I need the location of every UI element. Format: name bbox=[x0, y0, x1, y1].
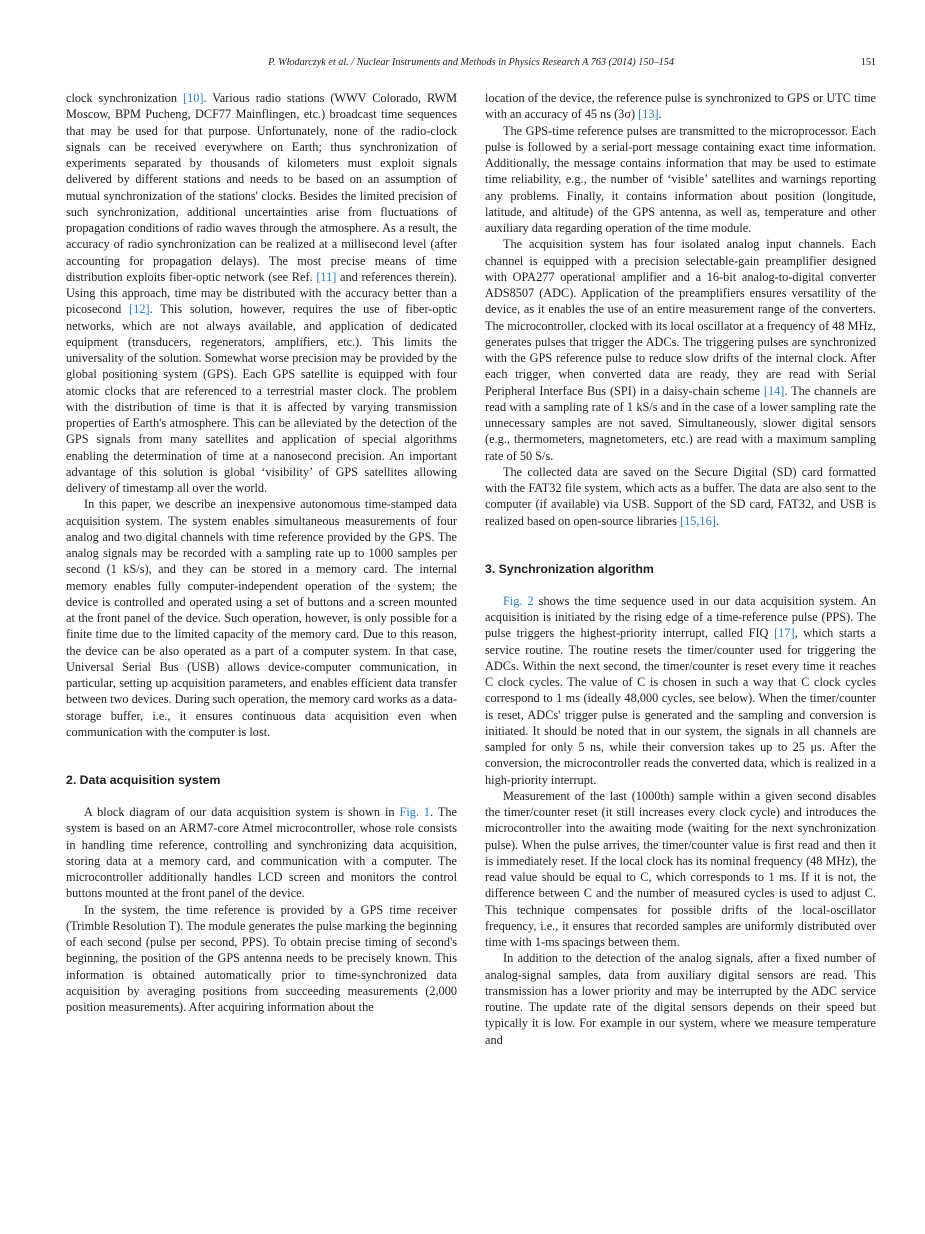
citation-link[interactable]: [17] bbox=[774, 626, 795, 641]
text: shows the time sequence used in our data acquisition system. An acquisition is initiated by the rising edge of a time-reference pulse (PPS). The pulse triggers the highest-priority interrupt, called FIQ bbox=[485, 593, 876, 641]
left-column bbox=[66, 90, 457, 1015]
text: clock synchronization bbox=[66, 91, 183, 105]
paragraph bbox=[485, 464, 876, 529]
paragraph bbox=[485, 90, 876, 123]
paragraph bbox=[485, 236, 876, 464]
citation-link[interactable]: [10] bbox=[182, 91, 204, 105]
paragraph: In the system, the time reference is provided by a GPS time receiver (Trimble Resolution T). The module generates the pulse marking the beginning of each second (pulse per second, PPS). To obtain precise timing of second's beginning, the position of the GPS antenna needs to be precisely known. This information is obtained automatically prior to time-synchronized data acquisition by averaging positions from succeeding measurements (2,000 position measurements). After acquiring information about the bbox=[66, 902, 457, 1014]
figure-link[interactable]: Fig. 2 bbox=[503, 593, 534, 608]
citation-link[interactable]: [15,16] bbox=[679, 513, 716, 528]
running-title: P. Włodarczyk et al. / Nuclear Instruments and Methods in Physics Research A 763 (2014) 150–154 bbox=[268, 57, 674, 68]
section-heading: 2. Data acquisition system bbox=[66, 773, 221, 787]
text: and references therein). Using this approach, time may be distributed with the accuracy better than a picosecond bbox=[66, 269, 457, 317]
paragraph: The GPS-time reference pulses are transmitted to the microprocessor. Each pulse is followed by a serial-port message containing exact time information. Additionally, the message contains information that may be used to estimate time reliability, e.g., the number of ‘visible’ satellites and warnings reporting any problems. Finally, it contains information about position (longitude, latitude, and altitude) of the GPS antenna, as well as, temperature and other auxiliary data regarding operation of the time module. bbox=[485, 123, 876, 235]
text: location of the device, the reference pulse is synchronized to GPS or UTC time with an accuracy of 45 ns (3σ) bbox=[485, 91, 876, 122]
paragraph: Measurement of the last (1000th) sample within a given second disables the timer/counter reset (it still increases every clock cycle) and introduces the microcontroller into the awaiting mode (waiting for the next synchronization pulse). When the pulse arrives, the timer/counter value is first read and then it is immediately reset. If the local clock has its nominal frequency (48 MHz), the read value should be equal to C, which corresponds to 1 ms. If it is not, the difference between C and the number of measured cycles is used to adjust C. This technique compensates for possible drifts of the local-oscillator frequency, i.e., it ensures that recorded samples are uniformly distributed over time with 1-ms spacings between them. bbox=[485, 788, 876, 949]
right-column bbox=[485, 90, 876, 1048]
text: A block diagram of our data acquisition system is shown in bbox=[84, 805, 400, 819]
text: . bbox=[658, 107, 662, 122]
citation-link[interactable]: [14] bbox=[763, 383, 785, 398]
text: . The system is based on an ARM7-core Atmel microcontroller, whose role consists in handling time reference, controlling and synchronizing data acquisition, storing data at a memory card, and communication with a computer. The microcontroller additionally handles LCD screen and monitors the control buttons mounted at the front panel of the device. bbox=[66, 805, 458, 901]
citation-link[interactable]: [12] bbox=[129, 302, 150, 317]
text: . bbox=[715, 513, 719, 528]
text: . The channels are read with a sampling rate of 1 kS/s and in the case of a lower sampling rate the unnecessary samples are not saved. Simultaneously, slower digital sensors (e.g., thermometers, magnetometers, etc.) are read with a maximum sampling rate of 50 S/s. bbox=[485, 383, 876, 463]
citation-link[interactable]: [13] bbox=[638, 107, 659, 122]
paragraph bbox=[66, 804, 457, 902]
running-head bbox=[66, 57, 876, 71]
paragraph: In this paper, we describe an inexpensive autonomous time-stamped data acquisition system. The system enables simultaneous measurements of four analog and two digital channels with time reference provided by the GPS. The analog signals may be recorded with a sampling rate up to 1000 samples per second (1 kS/s), and they can be stored in a memory card. The internal memory enables fully computer-independent operation of the system; the device is controlled and operated using a set of buttons and a screen mounted at the front panel of the device. Such operation, however, is only possible for a finite time due to the limited capacity of the memory card. Due to this reason, the device can be also operated as a part of a computer system. In that case, Universal Serial Bus (USB) allows device-computer communication, in particular, setting up acquisition parameters, and enables efficient data transfer between two devices. During such operation, the memory card works as a data-storage buffer, i.e., it ensures continuous data acquisition even when communication with the computer is lost. bbox=[66, 497, 457, 739]
page-number: 151 bbox=[860, 57, 876, 68]
paragraph: In addition to the detection of the analog signals, after a fixed number of analog-signal samples, data from auxiliary digital sensors are read. This transmission has a lower priority and may be interrupted by the ADC service routine. The update rate of the digital sensors depends on their speed but typically it is low. For example in our system, where we measure temperature and bbox=[485, 951, 876, 1047]
paragraph bbox=[66, 90, 457, 496]
text: The acquisition system has four isolated analog input channels. Each channel is equipped with a precision selectable-gain preamplifier designed with OPA277 operational amplifier and a 16-bit analog-to-digital converter ADS8507 (ADC). Application of the preamplifiers ensures versatility of the device, as it enables the use of an entire measurement range of the converters. The microcontroller, clocked with its local oscillator at a frequency of 48 MHz, generates pulses that trigger the ADCs. The triggering pulses are synchronized with the GPS reference pulse to reduce slow drifts of the internal clock. After each trigger, when converted data are ready, they are read with Serial Peripheral Interface Bus (SPI) in a daisy-chain scheme bbox=[485, 237, 876, 398]
text: . Various radio stations (WWV Colorado, RWM Moscow, BPM Pucheng, DCF77 Mainflingen, etc.) broadcast time sequences that may be used for that purpose. Unfortunately, none of the radio-clock signals can be received everywhere on Earth; thus synchronization of experiments separated by thousands of kilometers must exploit signals delivered by different stations and needs to be based on an assumption of mutual synchronization of the stations' clocks. Besides the limited precision of such synchronization, additional uncertainties arise from fluctuations of propagation conditions of radio waves through the atmosphere. As a result, the accuracy of radio synchronization can be realized at a millisecond level (after accounting for propagation delays). The most precise means of time distribution exploits fiber-optic network (see Ref. bbox=[66, 91, 458, 284]
figure-link[interactable]: Fig. 1 bbox=[399, 805, 431, 819]
paragraph bbox=[485, 593, 876, 788]
section-heading: 3. Synchronization algorithm bbox=[485, 561, 654, 576]
text: . This solution, however, requires the use of fiber-optic networks, which are not always available, and application of dedicated equipment (transducers, regenerators, amplifiers, etc.). This limits the universality of the solution. Somewhat worse precision may be provided by the global positioning system (GPS). Each GPS satellite is equipped with four atomic clocks that are referenced to a terrestrial master clock. The problem with the distribution of time is that it is affected by varying transmission properties of Earth's atmosphere. This can be alleviated by the detection of the GPS signals from many satellites and application of special algorithms enabling the determination of time at a nanosecond precision. An important advantage of this solution is global ‘visibility’ of GPS satellites allowing delivery of timestamp all over the world. bbox=[66, 302, 457, 495]
text: The collected data are saved on the Secure Digital (SD) card formatted with the FAT32 file system, which acts as a buffer. The data are also sent to the computer (if available) via USB. Support of the SD card, FAT32, and USB is realized based on open-source libraries bbox=[485, 464, 876, 528]
citation-link[interactable]: [11] bbox=[316, 269, 337, 284]
text: , which starts a service routine. The routine resets the timer/counter used for triggering the ADCs. Within the next second, the timer/counter is reset every time it reaches C clock cycles. The value of C is chosen in such a way that C clock cycles correspond to 1 ms (ideally 48,000 cycles, see below). When the timer/counter is reset, ADCs' trigger pulse is generated and the sampling and conversion is initiated. It should be noted that in our system, the signals in all channels are sampled for only 5 ns, while their conversion takes up to 25 μs. After the conversion, the microcontroller reads the converted data, which is realized in a high-priority interrupt. bbox=[485, 626, 876, 787]
